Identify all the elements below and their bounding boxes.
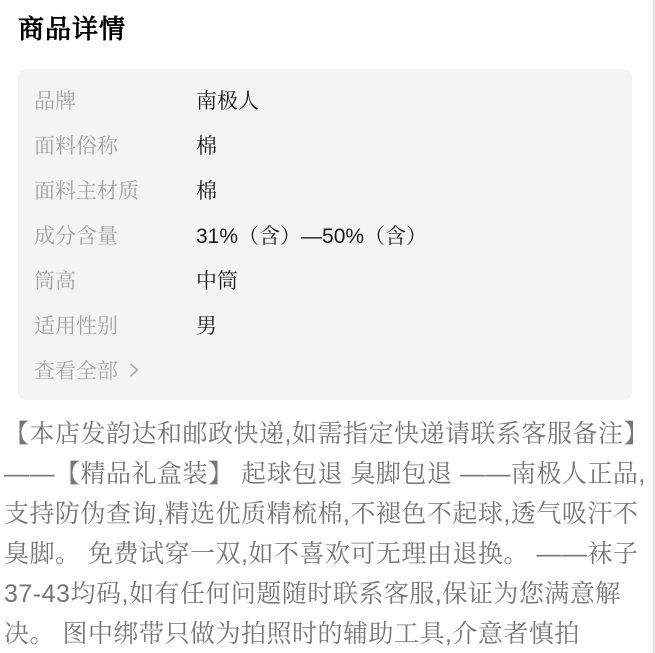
attribute-row [18, 302, 632, 347]
product-description [4, 414, 653, 653]
attribute-label: 面料主材质 [34, 179, 139, 203]
description-line: 决。 图中绑带只做为拍照时的辅助工具,介意者慎拍 [4, 620, 580, 648]
description-line: 37-43均码,如有任何问题随时联系客服,保证为您满意解 [4, 580, 621, 608]
attribute-value: 男 [196, 314, 217, 338]
description-line: 【本店发韵达和邮政快递,如需指定快递请联系客服备注】 [4, 420, 649, 448]
attribute-value: 南极人 [196, 89, 259, 113]
attribute-label: 成分含量 [34, 224, 118, 248]
attribute-row [18, 212, 632, 257]
chevron-right-icon [126, 361, 142, 379]
attribute-value: 棉 [196, 134, 217, 158]
attribute-value: 棉 [196, 179, 217, 203]
attribute-row [18, 167, 632, 212]
view-all-link[interactable] [18, 347, 632, 392]
attribute-row [18, 257, 632, 302]
page-title: 商品详情 [18, 14, 127, 44]
description-line: 支持防伪查询,精选优质精梳棉,不褪色不起球,透气吸汗不 [4, 500, 639, 528]
description-line: ——【精品礼盒装】 起球包退 臭脚包退 ——南极人正品, [4, 460, 646, 488]
attribute-value: 中筒 [196, 269, 238, 293]
attribute-row [18, 122, 632, 167]
attribute-label: 筒高 [34, 269, 76, 293]
attribute-label: 面料俗称 [34, 134, 118, 158]
description-line: 臭脚。 免费试穿一双,如不喜欢可无理由退换。 ——袜子 [4, 540, 639, 568]
attribute-label: 适用性别 [34, 314, 118, 338]
attribute-row [18, 77, 632, 122]
product-attributes-card [18, 69, 632, 400]
attribute-label: 品牌 [34, 89, 76, 113]
view-all-label: 查看全部 [34, 359, 118, 383]
attribute-value: 31%（含）—50%（含） [196, 224, 428, 248]
